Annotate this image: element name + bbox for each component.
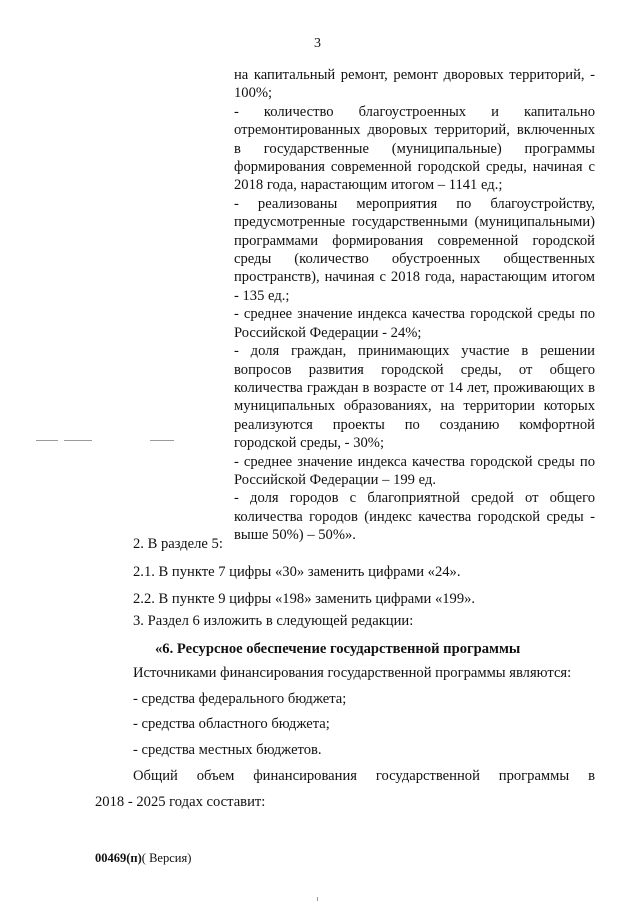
item-2-2: 2.2. В пункте 9 цифры «198» заменить цифрами «199». — [133, 591, 476, 607]
item-3: 3. Раздел 6 изложить в следующей редакции: — [133, 613, 414, 629]
section-heading-block — [95, 640, 595, 658]
amendment-item — [95, 535, 595, 553]
total-line-2: 2018 - 2025 годах составит: — [95, 794, 266, 810]
financing-source — [95, 741, 595, 759]
quoted-indicators-column — [234, 66, 595, 545]
indicator-paragraph: - доля граждан, принимающих участие в решении вопросов развития городской среды, от общего количества граждан в возрасте от 14 лет, проживающих в муниципальных образованиях, на территории которых реализуются проекты по созданию комфортной городской среды, - 30%; — [234, 343, 595, 452]
scan-artifact — [317, 897, 318, 901]
indicator-paragraph: - среднее значение индекса качества городской среды по Российской Федерации – 199 ед. — [234, 453, 595, 488]
total-financing-block — [95, 793, 595, 811]
source-local: - средства местных бюджетов. — [133, 742, 322, 758]
financing-source — [95, 690, 595, 708]
indicator-paragraph: - среднее значение индекса качества городской среды по Российской Федерации - 24%; — [234, 306, 595, 341]
indicator-paragraph: - количество благоустроенных и капитально отремонтированных дворовых территорий, включенных в государственные (муниципальные) программы формирования современной городской среды, начиная с 2018 года, нарастающим итогом – 1141 ед.; — [234, 103, 595, 194]
document-version: ( Версия) — [141, 851, 192, 865]
amendment-item — [95, 563, 595, 581]
indicator-paragraph: - доля городов с благоприятной средой от общего количества городов (индекс качества городской среды - выше 50%) – 50%». — [234, 490, 595, 544]
item-2: 2. В разделе 5: — [133, 536, 223, 552]
document-footer — [95, 851, 191, 866]
scan-artifact — [150, 440, 174, 441]
section-heading: «6. Ресурсное обеспечение государственной программы — [155, 641, 521, 657]
total-financing-block — [95, 767, 595, 785]
item-2-1: 2.1. В пункте 7 цифры «30» заменить цифрами «24». — [133, 564, 461, 580]
amendment-item — [95, 590, 595, 608]
indicator-paragraph: - реализованы мероприятия по благоустройству, предусмотренные государственными (муниципальными) программами формирования современной городской среды (количество обустроенных общественных пространств), начиная с 2018 года, нарастающим итогом - 135 ед.; — [234, 195, 595, 304]
document-code: 00469(п) — [95, 851, 142, 865]
sources-intro: Источниками финансирования государственной программы являются: — [133, 665, 572, 681]
indicator-paragraph: на капитальный ремонт, ремонт дворовых территорий, - 100%; — [234, 67, 595, 102]
amendment-item — [95, 612, 595, 630]
page-number: 3 — [314, 36, 321, 51]
financing-source — [95, 715, 595, 733]
financing-sources-block — [95, 664, 595, 682]
total-line-1: Общий объем финансирования государственной программы в — [133, 768, 595, 784]
scan-artifact — [64, 440, 92, 441]
source-federal: - средства федерального бюджета; — [133, 691, 347, 707]
scan-artifact — [36, 440, 58, 441]
source-regional: - средства областного бюджета; — [133, 716, 330, 732]
